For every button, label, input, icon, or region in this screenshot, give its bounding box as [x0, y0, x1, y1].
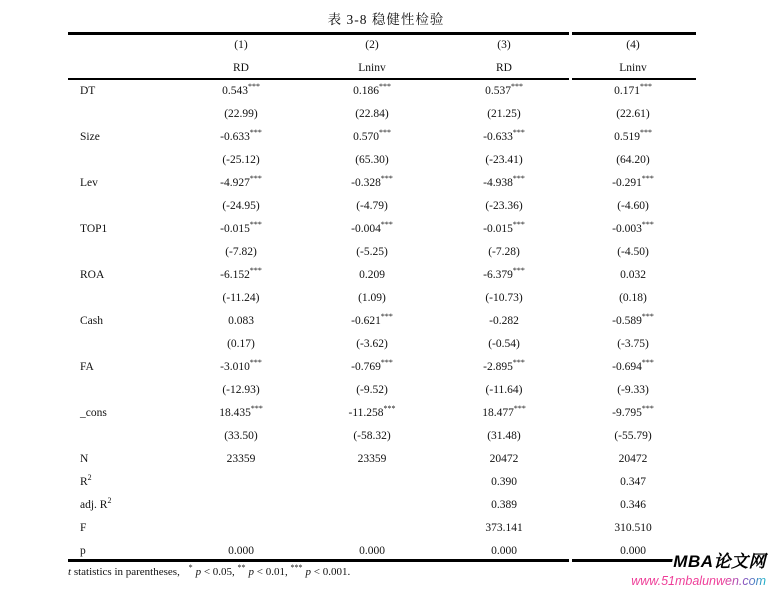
row-label-superscript: 2 [87, 472, 92, 482]
cell-value [306, 493, 438, 516]
significance-stars: *** [510, 81, 523, 91]
cell-value [306, 148, 438, 171]
table-row [68, 171, 696, 194]
cell-value [176, 79, 306, 102]
cell-number: (-23.41) [485, 153, 523, 166]
table-row [68, 240, 696, 263]
cell-value [176, 194, 306, 217]
table-row [68, 217, 696, 240]
cell-value [438, 355, 570, 378]
significance-stars: *** [641, 357, 654, 367]
cell-value [306, 309, 438, 332]
cell-number: (-55.79) [614, 429, 652, 442]
table-row [68, 309, 696, 332]
cell-number: 0.347 [620, 475, 646, 488]
row-label: Lev [80, 176, 98, 189]
significance-stars: *** [512, 265, 525, 275]
significance-stars: *** [250, 403, 263, 413]
table-row [68, 332, 696, 355]
cell-number: -0.633 [483, 130, 513, 143]
cell-value [438, 424, 570, 447]
significance-stars: *** [249, 357, 262, 367]
cell-number: (-25.12) [222, 153, 260, 166]
cell-value [306, 539, 438, 562]
table-row [68, 355, 696, 378]
cell-number: 23359 [226, 452, 256, 465]
cell-number: -0.282 [489, 314, 519, 327]
cell-number: (-9.33) [617, 383, 649, 396]
cell-number: (-4.50) [617, 245, 649, 258]
dep-var-header: RD [496, 61, 512, 74]
regression-table [68, 33, 696, 562]
row-label: N [80, 452, 89, 465]
table-row [68, 194, 696, 217]
cell-number: -9.795 [612, 406, 642, 419]
table-row [68, 286, 696, 309]
cell-value [176, 286, 306, 309]
cell-number: -0.769 [351, 360, 381, 373]
cell-number: (65.30) [355, 153, 389, 166]
row-label: ROA [80, 268, 105, 281]
significance-stars: *** [383, 403, 396, 413]
cell-value [570, 493, 696, 516]
table-row [68, 148, 696, 171]
cell-value [306, 217, 438, 240]
cell-value [570, 447, 696, 470]
significance-stars: *** [512, 357, 525, 367]
cell-value [176, 102, 306, 125]
footnote-p-symbol: p [248, 566, 255, 578]
cell-value [176, 470, 306, 493]
row-label: Cash [80, 314, 103, 327]
cell-number: 0.389 [491, 498, 517, 511]
cell-number: -0.015 [220, 222, 250, 235]
row-label: DT [80, 84, 96, 97]
column-header: (3) [497, 38, 511, 51]
cell-value [176, 240, 306, 263]
cell-number: 23359 [357, 452, 387, 465]
row-label [68, 332, 176, 355]
cell-value [570, 424, 696, 447]
table-body [68, 79, 696, 562]
cell-value [438, 378, 570, 401]
footnote-p-symbol: p [305, 566, 312, 578]
row-label [68, 148, 176, 171]
significance-stars: *** [512, 127, 525, 137]
row-label [68, 194, 176, 217]
column-header: (2) [365, 38, 379, 51]
cell-value [176, 263, 306, 286]
cell-value [306, 79, 438, 102]
cell-value [438, 286, 570, 309]
cell-number: 0.000 [491, 544, 517, 557]
cell-value [438, 516, 570, 539]
cell-number: (22.99) [224, 107, 258, 120]
cell-number: 18.477 [482, 406, 514, 419]
cell-number: (-3.62) [356, 337, 388, 350]
cell-value [176, 378, 306, 401]
cell-number: (-3.75) [617, 337, 649, 350]
cell-value [570, 79, 696, 102]
significance-stars: *** [380, 311, 393, 321]
cell-value [570, 378, 696, 401]
cell-number: -6.379 [483, 268, 513, 281]
cell-value [570, 355, 696, 378]
cell-number: (-4.60) [617, 199, 649, 212]
cell-number: 20472 [489, 452, 519, 465]
significance-stars: *** [378, 81, 391, 91]
cell-number: -3.010 [220, 360, 250, 373]
significance-stars: *** [249, 127, 262, 137]
cell-value [306, 401, 438, 424]
footnote-cond-2: < 0.01, [254, 566, 291, 578]
table-footnote [68, 563, 351, 578]
cell-number: -4.938 [483, 176, 513, 189]
cell-value [438, 493, 570, 516]
cell-number: (-4.79) [356, 199, 388, 212]
cell-value [176, 355, 306, 378]
footnote-t-symbol: t [68, 566, 72, 578]
table-row [68, 401, 696, 424]
significance-stars: *** [641, 403, 654, 413]
cell-value [570, 240, 696, 263]
cell-value [306, 263, 438, 286]
table-row [68, 102, 696, 125]
cell-number: -0.004 [351, 222, 381, 235]
significance-stars: *** [641, 311, 654, 321]
cell-value [570, 194, 696, 217]
cell-value [570, 148, 696, 171]
cell-number: 0.171 [614, 84, 640, 97]
row-label: $R^2$ [80, 472, 92, 488]
cell-value [438, 263, 570, 286]
cell-number: -0.694 [612, 360, 642, 373]
row-label: p [80, 544, 86, 557]
footnote-stars-1: * [188, 563, 193, 573]
cell-number: 0.390 [491, 475, 517, 488]
cell-value [306, 194, 438, 217]
cell-number: (-11.24) [222, 291, 260, 304]
cell-number: -0.003 [612, 222, 642, 235]
row-label: adj. $R^2$ [80, 495, 112, 511]
cell-value [306, 378, 438, 401]
cell-value [570, 309, 696, 332]
cell-value [176, 125, 306, 148]
cell-value [176, 447, 306, 470]
cell-value [438, 148, 570, 171]
cell-number: (31.48) [487, 429, 521, 442]
cell-value [176, 148, 306, 171]
cell-number: (33.50) [224, 429, 258, 442]
table-row [68, 516, 696, 539]
cell-value [176, 309, 306, 332]
significance-stars: *** [380, 219, 393, 229]
cell-value [306, 286, 438, 309]
cell-number: 0.186 [353, 84, 379, 97]
row-label: _cons [80, 406, 107, 419]
cell-number: 18.435 [219, 406, 251, 419]
significance-stars: *** [639, 127, 652, 137]
cell-value [438, 194, 570, 217]
dep-var-header: Lninv [358, 61, 386, 74]
table-row [68, 79, 696, 102]
cell-number: (1.09) [358, 291, 386, 304]
cell-value [438, 171, 570, 194]
row-label: FA [80, 360, 94, 373]
cell-value [176, 539, 306, 562]
cell-value [176, 493, 306, 516]
row-label [68, 240, 176, 263]
cell-number: (-9.52) [356, 383, 388, 396]
cell-number: (-0.54) [488, 337, 520, 350]
model-number-row [68, 33, 696, 56]
cell-value [306, 355, 438, 378]
cell-value [570, 332, 696, 355]
significance-stars: *** [639, 81, 652, 91]
significance-stars: *** [512, 173, 525, 183]
footnote-p-symbol: p [195, 566, 202, 578]
table-row [68, 378, 696, 401]
table-title: 表 3-8 稳健性检验 [327, 12, 445, 27]
significance-stars: *** [512, 219, 525, 229]
table-row [68, 447, 696, 470]
cell-value [306, 470, 438, 493]
cell-number: -11.258 [348, 406, 384, 419]
cell-value [306, 332, 438, 355]
row-label: TOP1 [80, 222, 108, 235]
cell-value [570, 102, 696, 125]
cell-number: (-7.28) [488, 245, 520, 258]
cell-number: (-11.64) [485, 383, 523, 396]
cell-value [570, 516, 696, 539]
cell-value [306, 447, 438, 470]
significance-stars: *** [378, 127, 391, 137]
cell-value [438, 447, 570, 470]
cell-value [176, 401, 306, 424]
cell-number: (-10.73) [485, 291, 523, 304]
cell-number: 0.032 [620, 268, 646, 281]
cell-value [438, 309, 570, 332]
header-empty-cell [68, 33, 176, 56]
cell-value [570, 125, 696, 148]
cell-value [306, 125, 438, 148]
cell-value [438, 79, 570, 102]
significance-stars: *** [380, 173, 393, 183]
cell-number: (21.25) [487, 107, 521, 120]
cell-number: -0.015 [483, 222, 513, 235]
cell-value [306, 516, 438, 539]
significance-stars: *** [249, 219, 262, 229]
cell-value [176, 217, 306, 240]
significance-stars: *** [249, 265, 262, 275]
cell-number: 0.543 [222, 84, 248, 97]
cell-number: 0.570 [353, 130, 379, 143]
cell-number: 0.519 [614, 130, 640, 143]
cell-value [306, 102, 438, 125]
cell-value [176, 424, 306, 447]
significance-stars: *** [641, 173, 654, 183]
cell-value [570, 401, 696, 424]
watermark-url: www.51mbalunwen.com [631, 574, 766, 588]
cell-number: -6.152 [220, 268, 250, 281]
cell-number: (-23.36) [485, 199, 523, 212]
row-label [68, 286, 176, 309]
cell-number: -4.927 [220, 176, 250, 189]
dep-var-header: RD [233, 61, 249, 74]
cell-number: (0.17) [227, 337, 255, 350]
cell-value [570, 286, 696, 309]
cell-value [176, 516, 306, 539]
cell-number: 20472 [618, 452, 648, 465]
cell-number: -0.589 [612, 314, 642, 327]
cell-value [438, 102, 570, 125]
watermark-brand: MBA论文网 [673, 552, 766, 571]
cell-number: -0.328 [351, 176, 381, 189]
dep-var-header: Lninv [619, 61, 647, 74]
cell-value [306, 424, 438, 447]
cell-number: (22.84) [355, 107, 389, 120]
cell-number: (-12.93) [222, 383, 260, 396]
cell-value [306, 171, 438, 194]
column-header: (1) [234, 38, 248, 51]
table-row [68, 263, 696, 286]
header-empty-cell [68, 56, 176, 79]
cell-number: 0.346 [620, 498, 646, 511]
cell-number: 0.209 [359, 268, 385, 281]
cell-value [438, 125, 570, 148]
cell-value [306, 240, 438, 263]
table-header [68, 33, 696, 79]
table-row [68, 493, 696, 516]
cell-value [570, 217, 696, 240]
dependent-variable-row [68, 56, 696, 79]
footnote-stars-2: ** [237, 563, 246, 573]
table-row [68, 470, 696, 493]
cell-value [438, 240, 570, 263]
footnote-cond-3: < 0.001. [311, 566, 351, 578]
cell-number: 373.141 [485, 521, 523, 534]
cell-value [570, 171, 696, 194]
cell-value [438, 539, 570, 562]
cell-number: -0.633 [220, 130, 250, 143]
cell-number: (-5.25) [356, 245, 388, 258]
significance-stars: *** [513, 403, 526, 413]
cell-number: 310.510 [614, 521, 652, 534]
significance-stars: *** [249, 173, 262, 183]
cell-number: (64.20) [616, 153, 650, 166]
cell-value [438, 401, 570, 424]
significance-stars: *** [247, 81, 260, 91]
row-label: Size [80, 130, 100, 143]
cell-number: -2.895 [483, 360, 513, 373]
table-row [68, 125, 696, 148]
row-label: F [80, 521, 87, 534]
table-row [68, 539, 696, 562]
footnote-stars-3: *** [290, 563, 303, 573]
cell-value [438, 217, 570, 240]
watermark [631, 547, 766, 588]
table-row [68, 424, 696, 447]
significance-stars: *** [641, 219, 654, 229]
footnote-text: statistics in parentheses, [71, 566, 180, 578]
cell-number: 0.000 [228, 544, 254, 557]
cell-number: 0.000 [620, 544, 646, 557]
cell-value [570, 470, 696, 493]
cell-number: 0.537 [485, 84, 511, 97]
cell-value [570, 263, 696, 286]
cell-value [438, 332, 570, 355]
cell-number: -0.291 [612, 176, 642, 189]
cell-number: 0.083 [228, 314, 254, 327]
row-label-superscript: 2 [107, 495, 112, 505]
cell-value [176, 171, 306, 194]
footnote-cond-1: < 0.05, [201, 566, 238, 578]
significance-stars: *** [380, 357, 393, 367]
row-label [68, 102, 176, 125]
cell-number: (-24.95) [222, 199, 260, 212]
cell-number: (-7.82) [225, 245, 257, 258]
row-label [68, 424, 176, 447]
cell-value [438, 470, 570, 493]
cell-number: -0.621 [351, 314, 381, 327]
cell-number: 0.000 [359, 544, 385, 557]
row-label [68, 378, 176, 401]
cell-number: (-58.32) [353, 429, 391, 442]
cell-value [176, 332, 306, 355]
cell-number: (22.61) [616, 107, 650, 120]
cell-number: (0.18) [619, 291, 647, 304]
column-header: (4) [626, 38, 640, 51]
